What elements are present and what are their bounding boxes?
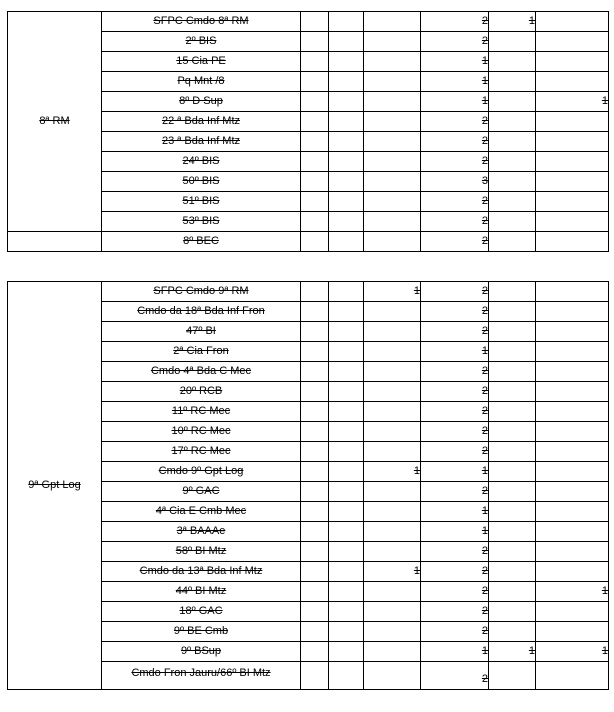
value-cell: 1	[364, 462, 421, 482]
unit-name: Cmdo da 13ª Bda Inf Mtz	[102, 562, 301, 582]
value-cell	[364, 132, 421, 152]
value-cell	[329, 12, 364, 32]
value-cell	[329, 172, 364, 192]
value-cell	[329, 542, 364, 562]
value-cell	[536, 302, 609, 322]
unit-name: 2º BIS	[102, 32, 301, 52]
value-cell	[364, 542, 421, 562]
group-label-empty	[8, 232, 102, 252]
value-cell	[364, 442, 421, 462]
value-cell	[489, 582, 536, 602]
value-cell	[364, 502, 421, 522]
value-cell	[489, 442, 536, 462]
value-cell	[329, 502, 364, 522]
value-cell	[489, 382, 536, 402]
quantity-cell: 3	[421, 172, 489, 192]
quantity-cell: 2	[421, 32, 489, 52]
value-cell	[329, 642, 364, 662]
unit-name: 58º BI Mtz	[102, 542, 301, 562]
value-cell	[489, 302, 536, 322]
unit-name: 53º BIS	[102, 212, 301, 232]
value-cell	[536, 562, 609, 582]
value-cell	[364, 322, 421, 342]
value-cell	[364, 72, 421, 92]
value-cell	[301, 402, 329, 422]
value-cell	[329, 402, 364, 422]
value-cell	[364, 52, 421, 72]
value-cell	[536, 212, 609, 232]
value-cell	[329, 302, 364, 322]
value-cell	[329, 72, 364, 92]
quantity-cell: 2	[421, 282, 489, 302]
value-cell	[364, 112, 421, 132]
value-cell: 1	[536, 92, 609, 112]
value-cell	[489, 32, 536, 52]
unit-name: 3ª BAAAe	[102, 522, 301, 542]
value-cell	[536, 52, 609, 72]
value-cell	[536, 32, 609, 52]
value-cell	[329, 382, 364, 402]
unit-name: 9º GAC	[102, 482, 301, 502]
value-cell	[489, 172, 536, 192]
value-cell	[364, 32, 421, 52]
value-cell	[364, 482, 421, 502]
value-cell	[364, 622, 421, 642]
value-cell	[329, 282, 364, 302]
value-cell	[301, 642, 329, 662]
value-cell	[536, 322, 609, 342]
value-cell	[364, 12, 421, 32]
value-cell	[301, 362, 329, 382]
value-cell	[489, 52, 536, 72]
unit-name: 44º BI Mtz	[102, 582, 301, 602]
value-cell	[536, 502, 609, 522]
unit-name: 15 Cia PE	[102, 52, 301, 72]
quantity-cell: 1	[421, 92, 489, 112]
value-cell	[301, 582, 329, 602]
quantity-cell: 2	[421, 322, 489, 342]
value-cell	[301, 542, 329, 562]
value-cell	[536, 522, 609, 542]
unit-name: 18º GAC	[102, 602, 301, 622]
value-cell	[364, 362, 421, 382]
value-cell	[536, 662, 609, 690]
value-cell	[329, 92, 364, 112]
value-cell: 1	[536, 582, 609, 602]
quantity-cell: 2	[421, 192, 489, 212]
value-cell	[536, 542, 609, 562]
allocation-table-9-gpt-log	[7, 281, 609, 690]
value-cell	[364, 522, 421, 542]
unit-name: 8º D Sup	[102, 92, 301, 112]
quantity-cell: 1	[421, 52, 489, 72]
value-cell	[301, 622, 329, 642]
unit-name: 22 ª Bda Inf Mtz	[102, 112, 301, 132]
value-cell	[536, 402, 609, 422]
value-cell	[536, 132, 609, 152]
quantity-cell: 2	[421, 152, 489, 172]
quantity-cell: 2	[421, 112, 489, 132]
value-cell	[301, 442, 329, 462]
value-cell	[301, 562, 329, 582]
value-cell	[536, 72, 609, 92]
value-cell	[301, 662, 329, 690]
unit-name: Pq Mnt /8	[102, 72, 301, 92]
value-cell	[301, 602, 329, 622]
value-cell	[329, 522, 364, 542]
value-cell: 1	[489, 12, 536, 32]
value-cell	[364, 382, 421, 402]
value-cell: 1	[489, 642, 536, 662]
value-cell	[489, 92, 536, 112]
value-cell	[489, 362, 536, 382]
value-cell	[489, 482, 536, 502]
value-cell	[489, 462, 536, 482]
quantity-cell: 2	[421, 602, 489, 622]
value-cell	[489, 72, 536, 92]
value-cell	[489, 192, 536, 212]
value-cell	[329, 582, 364, 602]
quantity-cell: 2	[421, 562, 489, 582]
value-cell	[329, 622, 364, 642]
value-cell	[489, 402, 536, 422]
value-cell	[301, 482, 329, 502]
table-row	[8, 12, 609, 32]
value-cell	[536, 382, 609, 402]
value-cell	[301, 192, 329, 212]
value-cell	[364, 172, 421, 192]
value-cell	[301, 12, 329, 32]
value-cell	[536, 172, 609, 192]
group-label: 8ª RM	[8, 12, 102, 232]
value-cell: 1	[364, 282, 421, 302]
value-cell	[364, 212, 421, 232]
value-cell	[364, 662, 421, 690]
quantity-cell: 2	[421, 582, 489, 602]
value-cell	[536, 622, 609, 642]
value-cell	[536, 232, 609, 252]
quantity-cell: 2	[421, 212, 489, 232]
quantity-cell: 1	[421, 342, 489, 362]
value-cell	[489, 662, 536, 690]
value-cell	[301, 302, 329, 322]
value-cell	[329, 662, 364, 690]
value-cell	[301, 132, 329, 152]
value-cell	[489, 152, 536, 172]
value-cell	[536, 282, 609, 302]
value-cell	[489, 112, 536, 132]
value-cell	[301, 342, 329, 362]
value-cell	[536, 342, 609, 362]
value-cell	[301, 32, 329, 52]
quantity-cell: 2	[421, 12, 489, 32]
unit-name: 23 ª Bda Inf Mtz	[102, 132, 301, 152]
quantity-cell: 2	[421, 662, 489, 690]
value-cell	[489, 522, 536, 542]
unit-name: 20º RCB	[102, 382, 301, 402]
value-cell	[364, 582, 421, 602]
quantity-cell: 2	[421, 362, 489, 382]
value-cell	[301, 72, 329, 92]
quantity-cell: 2	[421, 622, 489, 642]
value-cell	[301, 502, 329, 522]
table-row	[8, 282, 609, 302]
value-cell	[329, 52, 364, 72]
unit-name: 11º RC Mec	[102, 402, 301, 422]
unit-name: 47º BI	[102, 322, 301, 342]
table-row	[8, 232, 609, 252]
value-cell	[301, 212, 329, 232]
value-cell	[536, 602, 609, 622]
value-cell	[329, 32, 364, 52]
value-cell	[536, 362, 609, 382]
value-cell	[489, 622, 536, 642]
value-cell	[536, 422, 609, 442]
value-cell	[329, 212, 364, 232]
value-cell	[329, 152, 364, 172]
value-cell	[301, 382, 329, 402]
value-cell: 1	[536, 642, 609, 662]
unit-name: SFPC Cmdo 9ª RM	[102, 282, 301, 302]
unit-name: Cmdo 9º Gpt Log	[102, 462, 301, 482]
quantity-cell: 2	[421, 482, 489, 502]
value-cell	[536, 482, 609, 502]
quantity-cell: 1	[421, 502, 489, 522]
value-cell	[364, 192, 421, 212]
value-cell	[489, 502, 536, 522]
value-cell	[364, 342, 421, 362]
unit-name: 9º BSup	[102, 642, 301, 662]
value-cell	[329, 342, 364, 362]
value-cell	[536, 112, 609, 132]
value-cell: 1	[364, 562, 421, 582]
value-cell	[364, 402, 421, 422]
quantity-cell: 1	[421, 642, 489, 662]
value-cell	[301, 522, 329, 542]
value-cell	[489, 232, 536, 252]
value-cell	[301, 152, 329, 172]
value-cell	[489, 212, 536, 232]
value-cell	[364, 232, 421, 252]
value-cell	[301, 232, 329, 252]
value-cell	[536, 192, 609, 212]
group-label: 9ª Gpt Log	[8, 282, 102, 690]
unit-name: Cmdo Fron Jauru/66º BI Mtz	[102, 662, 301, 690]
value-cell	[329, 112, 364, 132]
unit-name: 2ª Cia Fron	[102, 342, 301, 362]
quantity-cell: 1	[421, 522, 489, 542]
value-cell	[329, 602, 364, 622]
value-cell	[364, 302, 421, 322]
value-cell	[301, 462, 329, 482]
quantity-cell: 2	[421, 442, 489, 462]
quantity-cell: 2	[421, 422, 489, 442]
value-cell	[329, 362, 364, 382]
value-cell	[536, 152, 609, 172]
quantity-cell: 2	[421, 542, 489, 562]
value-cell	[329, 442, 364, 462]
value-cell	[489, 342, 536, 362]
value-cell	[329, 482, 364, 502]
value-cell	[364, 92, 421, 112]
allocation-table-8-rm	[7, 11, 609, 252]
unit-name: Cmdo da 18ª Bda Inf Fron	[102, 302, 301, 322]
value-cell	[329, 462, 364, 482]
quantity-cell: 2	[421, 132, 489, 152]
unit-name: Cmdo 4ª Bda C Mec	[102, 362, 301, 382]
quantity-cell: 2	[421, 402, 489, 422]
value-cell	[301, 112, 329, 132]
quantity-cell: 1	[421, 72, 489, 92]
value-cell	[329, 192, 364, 212]
unit-name: 17º RC Mec	[102, 442, 301, 462]
value-cell	[329, 322, 364, 342]
value-cell	[329, 132, 364, 152]
value-cell	[329, 562, 364, 582]
unit-name: SFPC Cmdo 8ª RM	[102, 12, 301, 32]
quantity-cell: 2	[421, 302, 489, 322]
value-cell	[536, 442, 609, 462]
value-cell	[489, 602, 536, 622]
value-cell	[364, 642, 421, 662]
value-cell	[489, 282, 536, 302]
unit-name: 24º BIS	[102, 152, 301, 172]
value-cell	[489, 422, 536, 442]
unit-name: 4ª Cia E Cmb Mec	[102, 502, 301, 522]
unit-name: 8º BEC	[102, 232, 301, 252]
value-cell	[301, 52, 329, 72]
value-cell	[329, 232, 364, 252]
value-cell	[536, 12, 609, 32]
value-cell	[489, 322, 536, 342]
quantity-cell: 2	[421, 232, 489, 252]
quantity-cell: 2	[421, 382, 489, 402]
value-cell	[489, 562, 536, 582]
value-cell	[329, 422, 364, 442]
value-cell	[536, 462, 609, 482]
value-cell	[301, 172, 329, 192]
unit-name: 10º RC Mec	[102, 422, 301, 442]
unit-name: 50º BIS	[102, 172, 301, 192]
value-cell	[301, 282, 329, 302]
unit-name: 9º BE Cmb	[102, 622, 301, 642]
value-cell	[364, 602, 421, 622]
unit-name: 51º BIS	[102, 192, 301, 212]
value-cell	[364, 152, 421, 172]
value-cell	[489, 542, 536, 562]
value-cell	[489, 132, 536, 152]
quantity-cell: 1	[421, 462, 489, 482]
value-cell	[301, 422, 329, 442]
value-cell	[301, 92, 329, 112]
value-cell	[301, 322, 329, 342]
value-cell	[364, 422, 421, 442]
